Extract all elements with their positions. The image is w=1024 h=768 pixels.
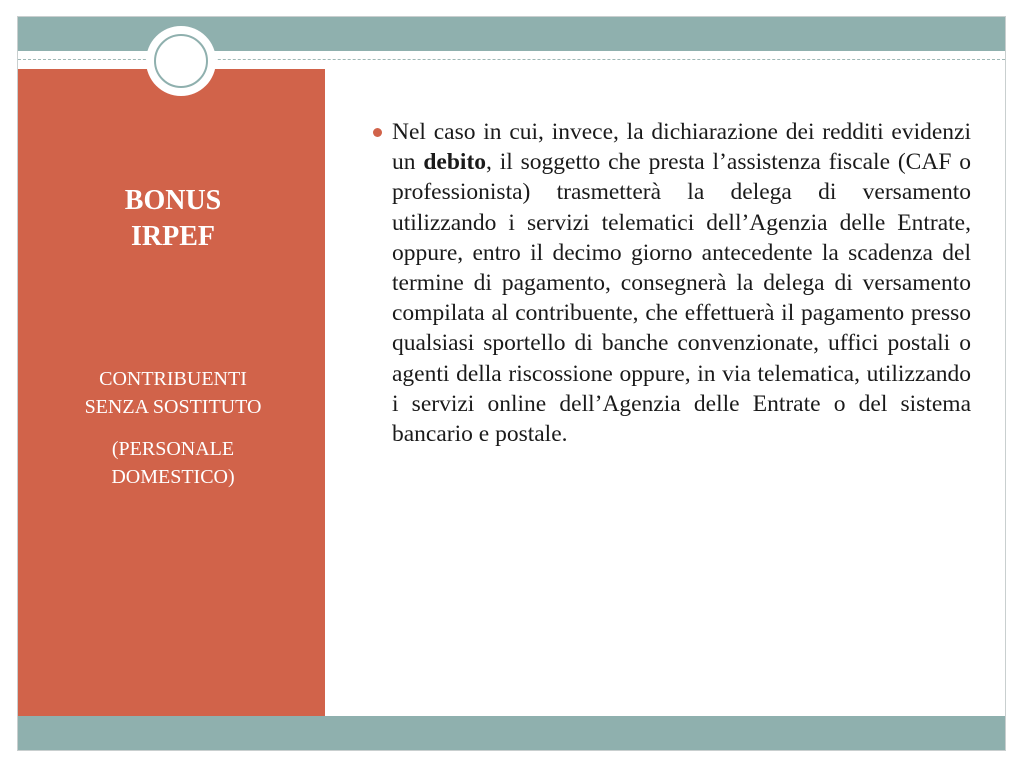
subtitle-line-3: (PERSONALE bbox=[111, 438, 235, 460]
left-panel bbox=[18, 69, 325, 716]
subtitle-line-4: DOMESTICO) bbox=[111, 466, 235, 488]
bullet-text-after: , il soggetto che presta l’assistenza fiscale (CAF o professionista) trasmetterà la delega di versamento utilizzando i servizi telematici dell’Agenzia delle Entrate, oppure, entro il decimo giorno antecedente la scadenza del termine di pagamento, consegnerà la delega di versamento compilata al contribuente, che effettuerà il pagamento presso qualsiasi sportello di banche convenzionate, uffici postali o agenti della riscossione oppure, in via telematica, utilizzando i servizi online dell’Agenzia delle Entrate o del sistema bancario e postale. bbox=[392, 149, 971, 448]
slide-subtitle bbox=[38, 365, 308, 505]
bullet-text-before: Nel caso in cui, invece, la dichiarazione dei redditi evidenzi un bbox=[392, 119, 971, 176]
bottom-band bbox=[18, 716, 1005, 751]
title-line-1: BONUS bbox=[124, 185, 222, 216]
bullet-item bbox=[373, 117, 971, 449]
subtitle-line-2: SENZA SOSTITUTO bbox=[84, 396, 262, 418]
decorative-circle-icon bbox=[146, 26, 216, 96]
bullet-bold-word: debito bbox=[423, 149, 487, 176]
bullet-dot-icon bbox=[373, 128, 382, 137]
content-area bbox=[373, 117, 971, 449]
subtitle-line-1: CONTRIBUENTI bbox=[99, 368, 247, 390]
slide bbox=[17, 16, 1006, 751]
circle-ring-icon bbox=[154, 34, 208, 88]
title-line-2: IRPEF bbox=[131, 221, 215, 252]
slide-title bbox=[78, 183, 268, 255]
